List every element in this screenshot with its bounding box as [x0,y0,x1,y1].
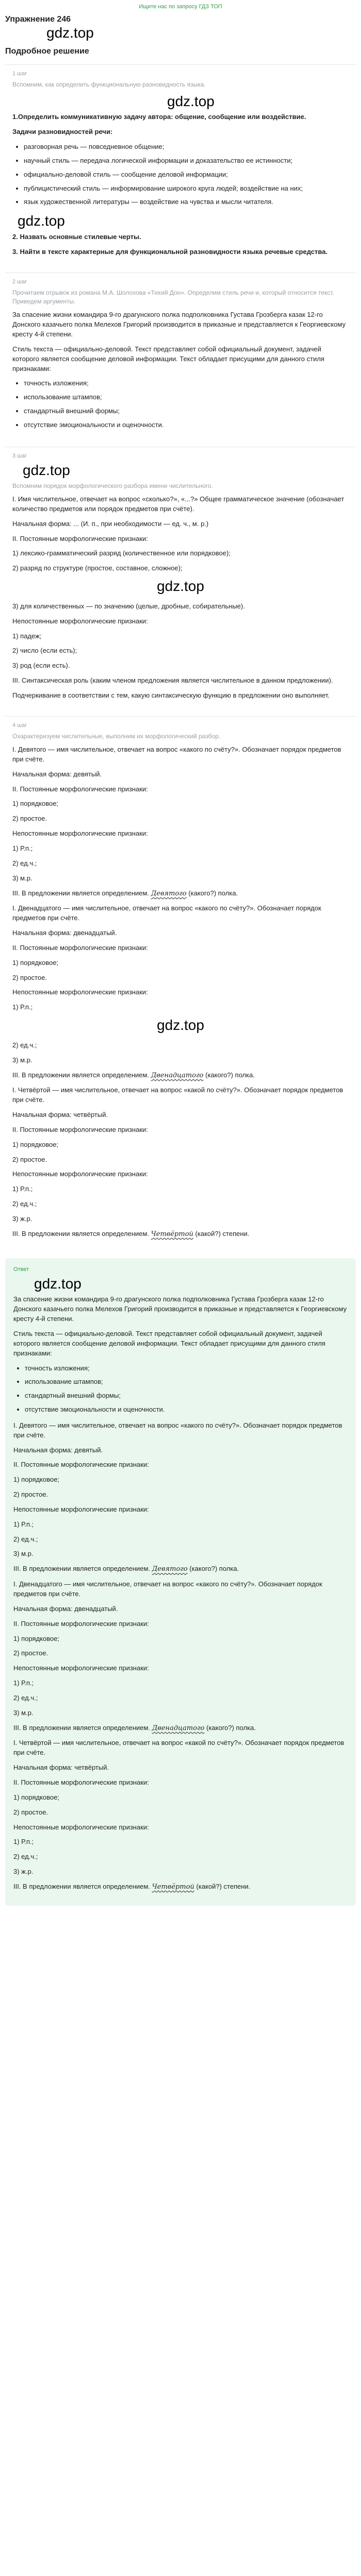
bullet-list [25,1364,348,1415]
step-hint: Вспомним, как определить функциональную разновидность языка. [12,81,206,89]
quoted-text: За спасение жизни командира 9-го драгунского полка подполковника Густава Грозберга казак 12-го Донского казачьего полка Мелехов Григорий производится в приказные и представляется к Георгиевскому кресту 4-й степени. [13,1295,347,1323]
step-text: 2) число (если есть); [12,647,77,655]
analysis-initial: Начальная форма: четвёртый. [12,1111,108,1119]
step-label: 3 шаг [12,452,27,459]
step-2 [5,273,356,443]
list-item: • разговорная речь — повседневное общение; [24,142,349,152]
numeral-analysis [13,1421,348,1574]
step-text: 2. Назвать основные стилевые черты. [12,233,141,241]
analysis-const-head: II. Постоянные морфологические признаки: [13,1778,149,1786]
analysis-line: 2) простое. [13,1808,48,1816]
bullet-list [24,379,349,430]
numeral-analysis [12,904,349,1080]
underlined-word: Четвёртой [152,1883,194,1891]
list-item: • точность изложения; [25,1364,348,1374]
analysis-line: 3) м.р. [12,1056,32,1064]
list-item: • использование штампов; [24,393,349,402]
analysis-line: 1) порядковое; [13,1476,60,1484]
analysis-role [12,1229,349,1240]
numeral-analysis [13,1738,348,1892]
step-text: 2) разряд по структуре (простое, составное, сложное); [12,564,183,572]
watermark: gdz.top [34,1275,81,1292]
analysis-initial: Начальная форма: девятый. [13,1446,103,1454]
watermark: gdz.top [23,462,70,478]
list-item: • официально-деловой стиль — сообщение деловой информации; [24,170,349,180]
analysis-line: 3) м.р. [13,1708,34,1717]
analysis-const-head: II. Постоянные морфологические признаки: [12,1125,148,1133]
step-text: Задачи разновидностей речи: [12,128,113,136]
step-label: 4 шаг [12,722,27,728]
watermark: gdz.top [167,93,215,109]
numeral-analysis [12,1086,349,1239]
analysis-line: 2) простое. [13,1490,48,1499]
step-text: 1) лексико-грамматический разряд (количественное или порядковое); [12,549,231,557]
role-text: III. В предложении является определением. [13,1882,151,1890]
underlined-word: Девятого [152,1565,188,1573]
analysis-line: 2) ед.ч.; [12,1200,37,1208]
step-text: III. Синтаксическая роль (каким членом предложения является числительное в данном предложении). [12,676,333,685]
step-hint: Прочитаем отрывок из романа М.А. Шолохова «Тихий Дон». Определим стиль речи и, который относится текст. Приведем аргументы. [12,289,334,306]
step-hint: Вспомним порядок морфологического разбора имени числительного. [12,482,213,489]
role-text: (какой?) степени. [196,1882,251,1890]
step-3 [5,447,356,712]
analysis-line: 1) Р.п.; [13,1679,34,1687]
underlined-word: Девятого [151,889,187,897]
analysis-line: 2) простое. [12,973,47,981]
bullet-list [24,142,349,207]
analysis-line: 1) порядковое; [13,1793,60,1801]
step-text: Стиль текста — официально-деловой. Текст представляет собой официальный документ, задачей которого является сообщение деловой информации. Текст обладает присущими для данного стиля признаками: [12,345,324,372]
step-label: 1 шаг [12,71,27,77]
watermark: gdz.top [157,1017,204,1033]
analysis-intro: I. Девятого — имя числительное, отвечает на вопрос «какого по счёту?». Обозначает порядок предметов при счёте. [13,1421,342,1439]
answer-label: Ответ [13,1266,29,1273]
top-search-hint[interactable]: Ищите нас по запросу ГДЗ ТОП [139,4,222,10]
analysis-intro: I. Двенадцатого — имя числительное, отвечает на вопрос «какого по счёту?». Обозначает порядок предметов при счёте. [12,904,321,922]
analysis-line: 1) Р.п.; [13,1838,34,1846]
analysis-const-head: II. Постоянные морфологические признаки: [12,943,148,952]
role-text: (какого?) полка. [189,1565,239,1573]
analysis-line: 2) простое. [13,1649,48,1657]
list-item: • использование штампов; [25,1377,348,1387]
step-label: 2 шаг [12,278,27,285]
analysis-line: 3) ж.р. [12,1215,32,1223]
step-text: I. Имя числительное, отвечает на вопрос «сколько?», «...?» Общее грамматическое значение (обозначает количество предметов или порядок предметов при счёте). [12,495,344,513]
list-item: • язык художественной литературы — воздействие на чувства и мысли читателя. [24,197,349,207]
analysis-initial: Начальная форма: девятый. [12,770,102,778]
analysis-var-head: Непостоянные морфологические признаки: [13,1823,149,1831]
analysis-line: 1) порядковое; [13,1634,60,1642]
analysis-line: 1) порядковое; [12,800,59,808]
watermark: gdz.top [157,578,204,595]
role-text: III. В предложении является определением. [12,1071,150,1079]
analysis-intro: I. Четвёртой — имя числительное, отвечает на вопрос «какой по счёту?». Обозначает порядок предметов при счёте. [13,1739,344,1757]
analysis-intro: I. Девятого — имя числительное, отвечает на вопрос «какого по счёту?». Обозначает порядок предметов при счёте. [12,745,341,763]
analysis-initial: Начальная форма: двенадцатый. [13,1604,118,1613]
role-text: III. В предложении является определением. [12,889,150,897]
analysis-line: 1) Р.п.; [12,1185,33,1193]
analysis-var-head: Непостоянные морфологические признаки: [13,1505,149,1513]
analysis-role [12,1071,349,1081]
analysis-line: 2) простое. [12,815,47,823]
analysis-role [13,1564,348,1574]
step-text: II. Постоянные морфологические признаки: [12,534,148,543]
analysis-line: 2) ед.ч.; [12,1041,37,1049]
numeral-analysis [13,1580,348,1733]
step-4 [5,716,356,1251]
role-text: III. В предложении является определением. [13,1565,151,1573]
list-item: • отсутствие эмоциональности и оценочности. [24,420,349,430]
list-item: • научный стиль — передача логической информации и доказательство ее истинности; [24,156,349,166]
step-text: 1.Определить коммуникативную задачу автора: общение, сообщение или воздействие. [12,113,306,121]
list-item: • отсутствие эмоциональности и оценочности. [25,1405,348,1415]
analysis-intro: I. Двенадцатого — имя числительное, отвечает на вопрос «какого по счёту?». Обозначает порядок предметов при счёте. [13,1580,322,1598]
analysis-const-head: II. Постоянные морфологические признаки: [13,1461,149,1469]
analysis-role [13,1882,348,1892]
analysis-line: 1) Р.п.; [12,844,33,852]
answer-text: Стиль текста — официально-деловой. Текст представляет собой официальный документ, задачей которого является сообщение деловой информации. Текст обладает присущими для данного стиля признаками: [13,1329,325,1357]
role-text: (какого?) полка. [188,889,238,897]
watermark: gdz.top [18,213,65,229]
analysis-var-head: Непостоянные морфологические признаки: [12,1170,148,1178]
step-1 [5,64,356,268]
analysis-line: 3) м.р. [13,1550,34,1558]
quoted-text: За спасение жизни командира 9-го драгунского полка подполковника Густава Грозберга казак 12-го Донского казачьего полка Мелехов Григорий производится в приказные и представляется к Георгиевскому кресту 4-й степени. [12,311,346,338]
step-text: Непостоянные морфологические признаки: [12,617,148,625]
analysis-line: 2) ед.ч.; [12,859,37,867]
analysis-line: 2) ед.ч.; [13,1693,38,1702]
analysis-line: 1) порядковое; [12,1140,59,1148]
underlined-word: Двенадцатого [151,1071,204,1079]
analysis-line: 2) ед.ч.; [13,1853,38,1861]
analysis-line: 1) Р.п.; [13,1520,34,1528]
analysis-intro: I. Четвёртой — имя числительное, отвечает на вопрос «какой по счёту?». Обозначает порядок предметов при счёте. [12,1086,343,1104]
step-text: 3. Найти в тексте характерные для функциональной разновидности языка речевые средства. [12,247,328,256]
analysis-line: 3) ж.р. [13,1868,34,1876]
step-text: 3) род (если есть). [12,662,70,670]
role-text: III. В предложении является определением. [12,1229,150,1238]
role-text: (какого?) полка. [205,1071,255,1079]
analysis-line: 2) ед.ч.; [13,1535,38,1543]
list-item: • стандартный внешний формы; [25,1391,348,1401]
answer-block [5,1258,356,1906]
analysis-role [13,1723,348,1734]
analysis-initial: Начальная форма: двенадцатый. [12,929,117,937]
numeral-analysis [12,745,349,899]
analysis-line: 2) простое. [12,1155,47,1163]
step-text: Подчеркивание в соответствии с тем, какую синтаксическую функцию в предложении оно выполняет. [12,691,330,699]
step-text: 3) для количественных — по значению (целые, дробные, собирательные). [12,602,245,610]
analysis-line: 1) порядковое; [12,958,59,967]
role-text: (какой?) степени. [195,1229,250,1238]
analysis-var-head: Непостоянные морфологические признаки: [12,988,148,996]
step-text: 1) падеж; [12,632,42,640]
role-text: (какого?) полка. [206,1723,256,1732]
step-text: Начальная форма: ... (И. п., при необходимости — ед. ч., м. р.) [12,519,209,528]
analysis-const-head: II. Постоянные морфологические признаки: [13,1619,149,1628]
page-title: Упражнение 246 [5,15,71,24]
page-subtitle: Подробное решение [5,46,89,56]
analysis-line: 3) м.р. [12,874,32,882]
underlined-word: Четвёртой [151,1230,193,1238]
analysis-var-head: Непостоянные морфологические признаки: [12,829,148,838]
role-text: III. В предложении является определением. [13,1723,151,1732]
list-item: • точность изложения; [24,379,349,388]
list-item: • стандартный внешний формы; [24,406,349,416]
analysis-var-head: Непостоянные морфологические признаки: [13,1664,149,1672]
analysis-const-head: II. Постоянные морфологические признаки: [12,785,148,793]
watermark: gdz.top [46,25,94,41]
list-item: • публицистический стиль — информирование широкого круга людей; воздействие на них; [24,184,349,194]
step-hint: Охарактеризуем числительные, выполним их морфологический разбор. [12,732,221,740]
analysis-initial: Начальная форма: четвёртый. [13,1764,109,1772]
analysis-line: 1) Р.п.; [12,1003,33,1011]
analysis-role [12,889,349,899]
underlined-word: Двенадцатого [152,1724,205,1732]
